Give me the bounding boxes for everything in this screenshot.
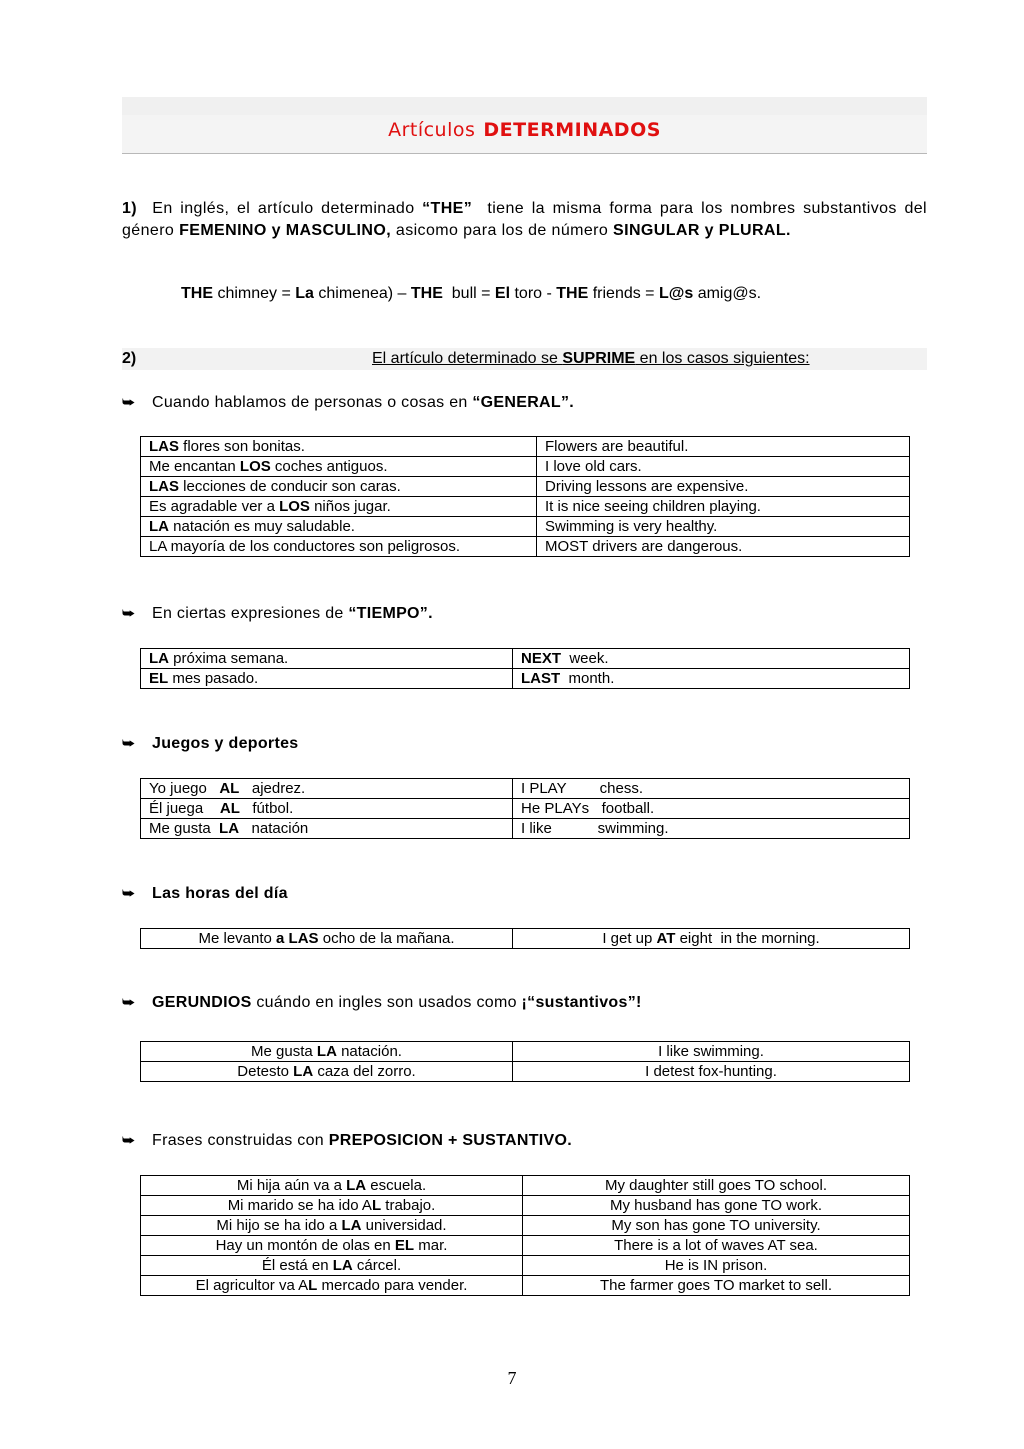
cell-text: Él juega <box>149 800 220 817</box>
spanish-cell <box>141 1216 523 1236</box>
article-bold: LA <box>341 1217 362 1234</box>
table-row <box>141 649 910 669</box>
english-cell <box>537 517 910 537</box>
cell-text: There is a lot of waves AT sea. <box>614 1237 818 1254</box>
spanish-cell <box>141 819 513 839</box>
english-cell <box>513 669 910 689</box>
cell-text: coches antiguos. <box>270 458 388 475</box>
spanish-cell <box>141 779 513 799</box>
section-2-number: 2) <box>122 350 137 367</box>
cell-text: lecciones de conducir son caras. <box>179 478 401 495</box>
section-1-number-words: SINGULAR y PLURAL. <box>613 222 791 239</box>
cell-text: Es agradable ver a <box>149 498 280 515</box>
table-row <box>141 1256 910 1276</box>
section-2-text-b: en los casos siguientes: <box>635 350 810 367</box>
title-main: DETERMINADOS <box>483 119 661 141</box>
bullet-bold: PREPOSICION + SUSTANTIVO. <box>328 1132 573 1149</box>
ex-w6: amig@s. <box>693 285 762 302</box>
cell-text: LA mayoría de los conductores son peligrosos. <box>149 538 461 555</box>
cell-text: The farmer goes TO market to sell. <box>599 1277 833 1294</box>
spanish-cell <box>141 1236 523 1256</box>
section-1-number: 1) <box>122 200 138 217</box>
article-bold: LA <box>346 1177 367 1194</box>
cell-text: Swimming is very healthy. <box>545 518 718 535</box>
bullet-gerunds <box>122 994 642 1012</box>
english-cell <box>537 457 910 477</box>
spanish-cell <box>141 1256 523 1276</box>
table-general <box>140 436 910 557</box>
article-bold: AL <box>219 780 240 797</box>
section-2-suprime: SUPRIME <box>562 350 636 367</box>
section-1-gender-words: FEMENINO y MASCULINO, <box>179 222 392 239</box>
ex-la: La <box>295 285 314 302</box>
bullet-bold: “GENERAL”. <box>472 394 575 411</box>
article-bold: LA <box>219 820 240 837</box>
spanish-cell <box>141 1276 523 1296</box>
bullet-bold-first: GERUNDIOS <box>152 994 252 1011</box>
table-row <box>141 437 910 457</box>
english-cell <box>513 649 910 669</box>
cell-text: I like swimming. <box>658 1043 764 1060</box>
cell-text: natación es muy saludable. <box>169 518 355 535</box>
spanish-cell <box>141 477 537 497</box>
article-bold: AT <box>656 930 676 947</box>
cell-text: próxima semana. <box>169 650 289 667</box>
cell-text: My daughter still goes TO school. <box>604 1177 828 1194</box>
cell-text: ajedrez. <box>239 780 306 797</box>
table-row <box>141 819 910 839</box>
section-1-paragraph <box>122 198 932 242</box>
table-row <box>141 537 910 557</box>
bullet-time <box>122 605 433 623</box>
cell-text: I like swimming. <box>521 820 669 837</box>
article-bold: LA <box>149 518 169 535</box>
table-row <box>141 1062 910 1082</box>
bullet-bold: ¡“sustantivos”! <box>521 994 642 1011</box>
cell-text: trabajo. <box>381 1197 436 1214</box>
table-row <box>141 929 910 949</box>
section-1-text-c: asicomo para los de número <box>391 222 614 239</box>
ex-w3: bull = <box>442 285 495 302</box>
arrow-bullet-icon: ⮩ <box>122 394 136 410</box>
table-row <box>141 1236 910 1256</box>
english-cell <box>513 799 910 819</box>
english-cell <box>513 929 910 949</box>
bullet-games <box>122 735 298 753</box>
article-bold: NEXT <box>521 650 562 667</box>
cell-text: caza del zorro. <box>313 1063 416 1080</box>
article-bold: LOS <box>239 458 271 475</box>
cell-text: natación. <box>336 1043 402 1060</box>
cell-text: Me levanto <box>198 930 277 947</box>
bullet-general <box>122 394 574 412</box>
article-bold: EL <box>394 1237 415 1254</box>
cell-text: Mi marido se ha ido A <box>227 1197 372 1214</box>
spanish-cell <box>141 799 513 819</box>
arrow-bullet-icon: ⮩ <box>122 885 136 901</box>
english-cell <box>537 477 910 497</box>
page-title <box>122 119 927 141</box>
cell-text: My husband has gone TO work. <box>609 1197 823 1214</box>
spanish-cell <box>141 497 537 517</box>
table-hours <box>140 928 910 949</box>
cell-text: Mi hijo se ha ido a <box>216 1217 342 1234</box>
section-1-text-b: tiene la misma forma para los nombres substantivos del género <box>122 200 932 239</box>
bullet-text: Frases construidas con <box>152 1132 329 1149</box>
bullet-text: En ciertas expresiones de <box>152 605 349 622</box>
table-gerunds <box>140 1041 910 1082</box>
cell-text: universidad. <box>361 1217 447 1234</box>
table-row <box>141 1042 910 1062</box>
cell-text: cárcel. <box>352 1257 402 1274</box>
cell-text: Driving lessons are expensive. <box>545 478 749 495</box>
section-1-the-word: “THE” <box>422 200 473 217</box>
article-bold: LAS <box>149 478 179 495</box>
spanish-cell <box>141 1196 523 1216</box>
english-cell <box>523 1196 910 1216</box>
article-bold: LOS <box>279 498 310 515</box>
spanish-cell <box>141 929 513 949</box>
table-time <box>140 648 910 689</box>
cell-text: mar. <box>414 1237 448 1254</box>
bullet-bold: Juegos y deportes <box>152 735 299 752</box>
cell-text: Me gusta <box>149 820 220 837</box>
english-cell <box>537 437 910 457</box>
arrow-bullet-icon: ⮩ <box>122 1132 136 1148</box>
cell-text: natación <box>239 820 309 837</box>
english-cell <box>523 1236 910 1256</box>
table-row <box>141 497 910 517</box>
cell-text: MOST drivers are dangerous. <box>545 538 743 555</box>
ex-the-1: THE <box>181 285 213 302</box>
cell-text: Me encantan <box>149 458 240 475</box>
section-1-text-a: En inglés, el artículo determinado <box>137 200 423 217</box>
table-row <box>141 1176 910 1196</box>
article-bold: LAST <box>521 670 561 687</box>
section-1-example <box>181 285 761 303</box>
table-row <box>141 517 910 537</box>
article-bold: LA <box>316 1043 337 1060</box>
english-cell <box>523 1276 910 1296</box>
english-cell <box>523 1256 910 1276</box>
title-bar <box>122 97 927 154</box>
cell-text: mes pasado. <box>168 670 259 687</box>
section-2-heading <box>122 348 927 370</box>
english-cell <box>513 779 910 799</box>
spanish-cell <box>141 517 537 537</box>
spanish-cell <box>141 437 537 457</box>
table-row <box>141 799 910 819</box>
arrow-bullet-icon: ⮩ <box>122 605 136 621</box>
ex-w4: toro - <box>510 285 557 302</box>
table-row <box>141 1276 910 1296</box>
article-bold: LAS <box>149 438 179 455</box>
ex-the-2: THE <box>410 285 443 302</box>
cell-text: I get up <box>602 930 657 947</box>
cell-text: Hay un montón de olas en <box>215 1237 395 1254</box>
arrow-bullet-icon: ⮩ <box>122 735 136 751</box>
cell-text: niños jugar. <box>309 498 391 515</box>
cell-text: month. <box>560 670 615 687</box>
cell-text: He PLAYs football. <box>521 800 655 817</box>
cell-text: Flowers are beautiful. <box>545 438 689 455</box>
title-prefix: Artículos <box>388 119 476 141</box>
table-row <box>141 669 910 689</box>
cell-text: Me gusta <box>251 1043 317 1060</box>
ex-the-3: THE <box>556 285 589 302</box>
bullet-bold: Las horas del día <box>152 885 288 902</box>
table-row <box>141 779 910 799</box>
article-bold: AL <box>219 800 240 817</box>
cell-text: week. <box>561 650 609 667</box>
bullet-text: Cuando hablamos de personas o cosas en <box>152 394 473 411</box>
ex-w1: chimney = <box>213 285 296 302</box>
cell-text: escuela. <box>366 1177 427 1194</box>
spanish-cell <box>141 537 537 557</box>
section-2-text <box>372 350 810 368</box>
table-row <box>141 1196 910 1216</box>
cell-text: El agricultor va A <box>195 1277 309 1294</box>
cell-text: Mi hija aún va a <box>236 1177 347 1194</box>
cell-text: I love old cars. <box>545 458 642 475</box>
table-row <box>141 477 910 497</box>
ex-los: L@s <box>658 285 694 302</box>
english-cell <box>513 1042 910 1062</box>
page-number: 7 <box>507 1368 517 1388</box>
article-bold: L <box>371 1197 382 1214</box>
bullet-hours <box>122 885 288 903</box>
ex-el: El <box>494 285 511 302</box>
cell-text: eight in the morning. <box>675 930 820 947</box>
cell-text: ocho de la mañana. <box>318 930 455 947</box>
table-row <box>141 1216 910 1236</box>
cell-text: I PLAY chess. <box>521 780 643 797</box>
cell-text: mercado para vender. <box>317 1277 468 1294</box>
ex-w2: chimenea) – <box>313 285 411 302</box>
article-bold: L <box>308 1277 318 1294</box>
article-bold: LA <box>293 1063 314 1080</box>
cell-text: fútbol. <box>239 800 294 817</box>
english-cell <box>513 819 910 839</box>
bullet-text: cuándo en ingles son usados como <box>251 994 522 1011</box>
article-bold: LA <box>332 1257 353 1274</box>
bullet-bold: “TIEMPO”. <box>348 605 433 622</box>
spanish-cell <box>141 1042 513 1062</box>
spanish-cell <box>141 1176 523 1196</box>
cell-text: Él está en <box>261 1257 333 1274</box>
cell-text: It is nice seeing children playing. <box>545 498 761 515</box>
section-2-text-a: El artículo determinado se <box>372 350 563 367</box>
article-bold: LA <box>149 650 169 667</box>
cell-text: Yo juego <box>149 780 220 797</box>
article-bold: EL <box>149 670 169 687</box>
table-games <box>140 778 910 839</box>
article-bold: a LAS <box>276 930 319 947</box>
cell-text: Detesto <box>237 1063 294 1080</box>
english-cell <box>513 1062 910 1082</box>
cell-text: He is IN prison. <box>664 1257 768 1274</box>
spanish-cell <box>141 669 513 689</box>
english-cell <box>537 497 910 517</box>
ex-w5: friends = <box>588 285 659 302</box>
spanish-cell <box>141 1062 513 1082</box>
table-row <box>141 457 910 477</box>
cell-text: My son has gone TO university. <box>611 1217 821 1234</box>
english-cell <box>523 1176 910 1196</box>
arrow-bullet-icon: ⮩ <box>122 994 136 1010</box>
english-cell <box>537 537 910 557</box>
spanish-cell <box>141 457 537 477</box>
spanish-cell <box>141 649 513 669</box>
cell-text: I detest fox-hunting. <box>645 1063 777 1080</box>
bullet-prepositions <box>122 1132 572 1150</box>
english-cell <box>523 1216 910 1236</box>
table-prepositions <box>140 1175 910 1296</box>
cell-text: flores son bonitas. <box>179 438 305 455</box>
